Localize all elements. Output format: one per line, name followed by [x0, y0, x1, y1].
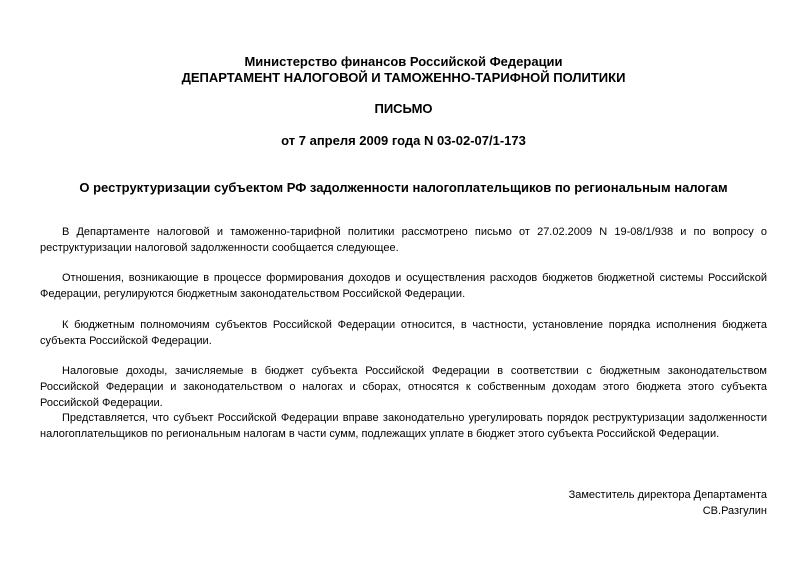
- body-paragraph-2: Отношения, возникающие в процессе формирования доходов и осуществления расходов бюджетов бюджетной системы Российской Федерации, регулируются бюджетным законодательством Российской Федерации.: [40, 272, 767, 300]
- signatory-name: СВ.Разгулин: [702, 505, 767, 517]
- ministry-name: Министерство финансов Российской Федерации: [244, 54, 563, 69]
- body-paragraph-3: К бюджетным полномочиям субъектов Российской Федерации относится, в частности, установление порядка исполнения бюджета субъекта Российской Федерации.: [40, 319, 767, 347]
- document-date-number: от 7 апреля 2009 года N 03-02-07/1-173: [281, 133, 526, 148]
- body-paragraph-5: Представляется, что субъект Российской Федерации вправе законодательно урегулировать порядок реструктуризации задолженности налогоплательщиков по региональным налогам в части сумм, подлежащих уплате в бюджет этого субъекта Российской Федерации.: [40, 412, 767, 440]
- body-paragraph-1: В Департаменте налоговой и таможенно-тарифной политики рассмотрено письмо от 27.02.2009 N 19-08/1/938 и по вопросу о реструктуризации налоговой задолженности сообщается следующее.: [40, 226, 767, 254]
- body-paragraph-4: Налоговые доходы, зачисляемые в бюджет субъекта Российской Федерации в соответствии с бюджетным законодательством Российской Федерации и законодательством о налогах и сборах, относятся к собственным доходам этого бюджета этого субъекта Российской Федерации.: [40, 365, 767, 409]
- document-type: ПИСЬМО: [374, 101, 433, 116]
- department-name: ДЕПАРТАМЕНТ НАЛОГОВОЙ И ТАМОЖЕННО-ТАРИФНОЙ ПОЛИТИКИ: [181, 70, 626, 85]
- document-subject: О реструктуризации субъектом РФ задолженности налогоплательщиков по региональным налогам: [79, 180, 728, 195]
- signatory-position: Заместитель директора Департамента: [568, 489, 767, 501]
- signature-block: [569, 487, 767, 519]
